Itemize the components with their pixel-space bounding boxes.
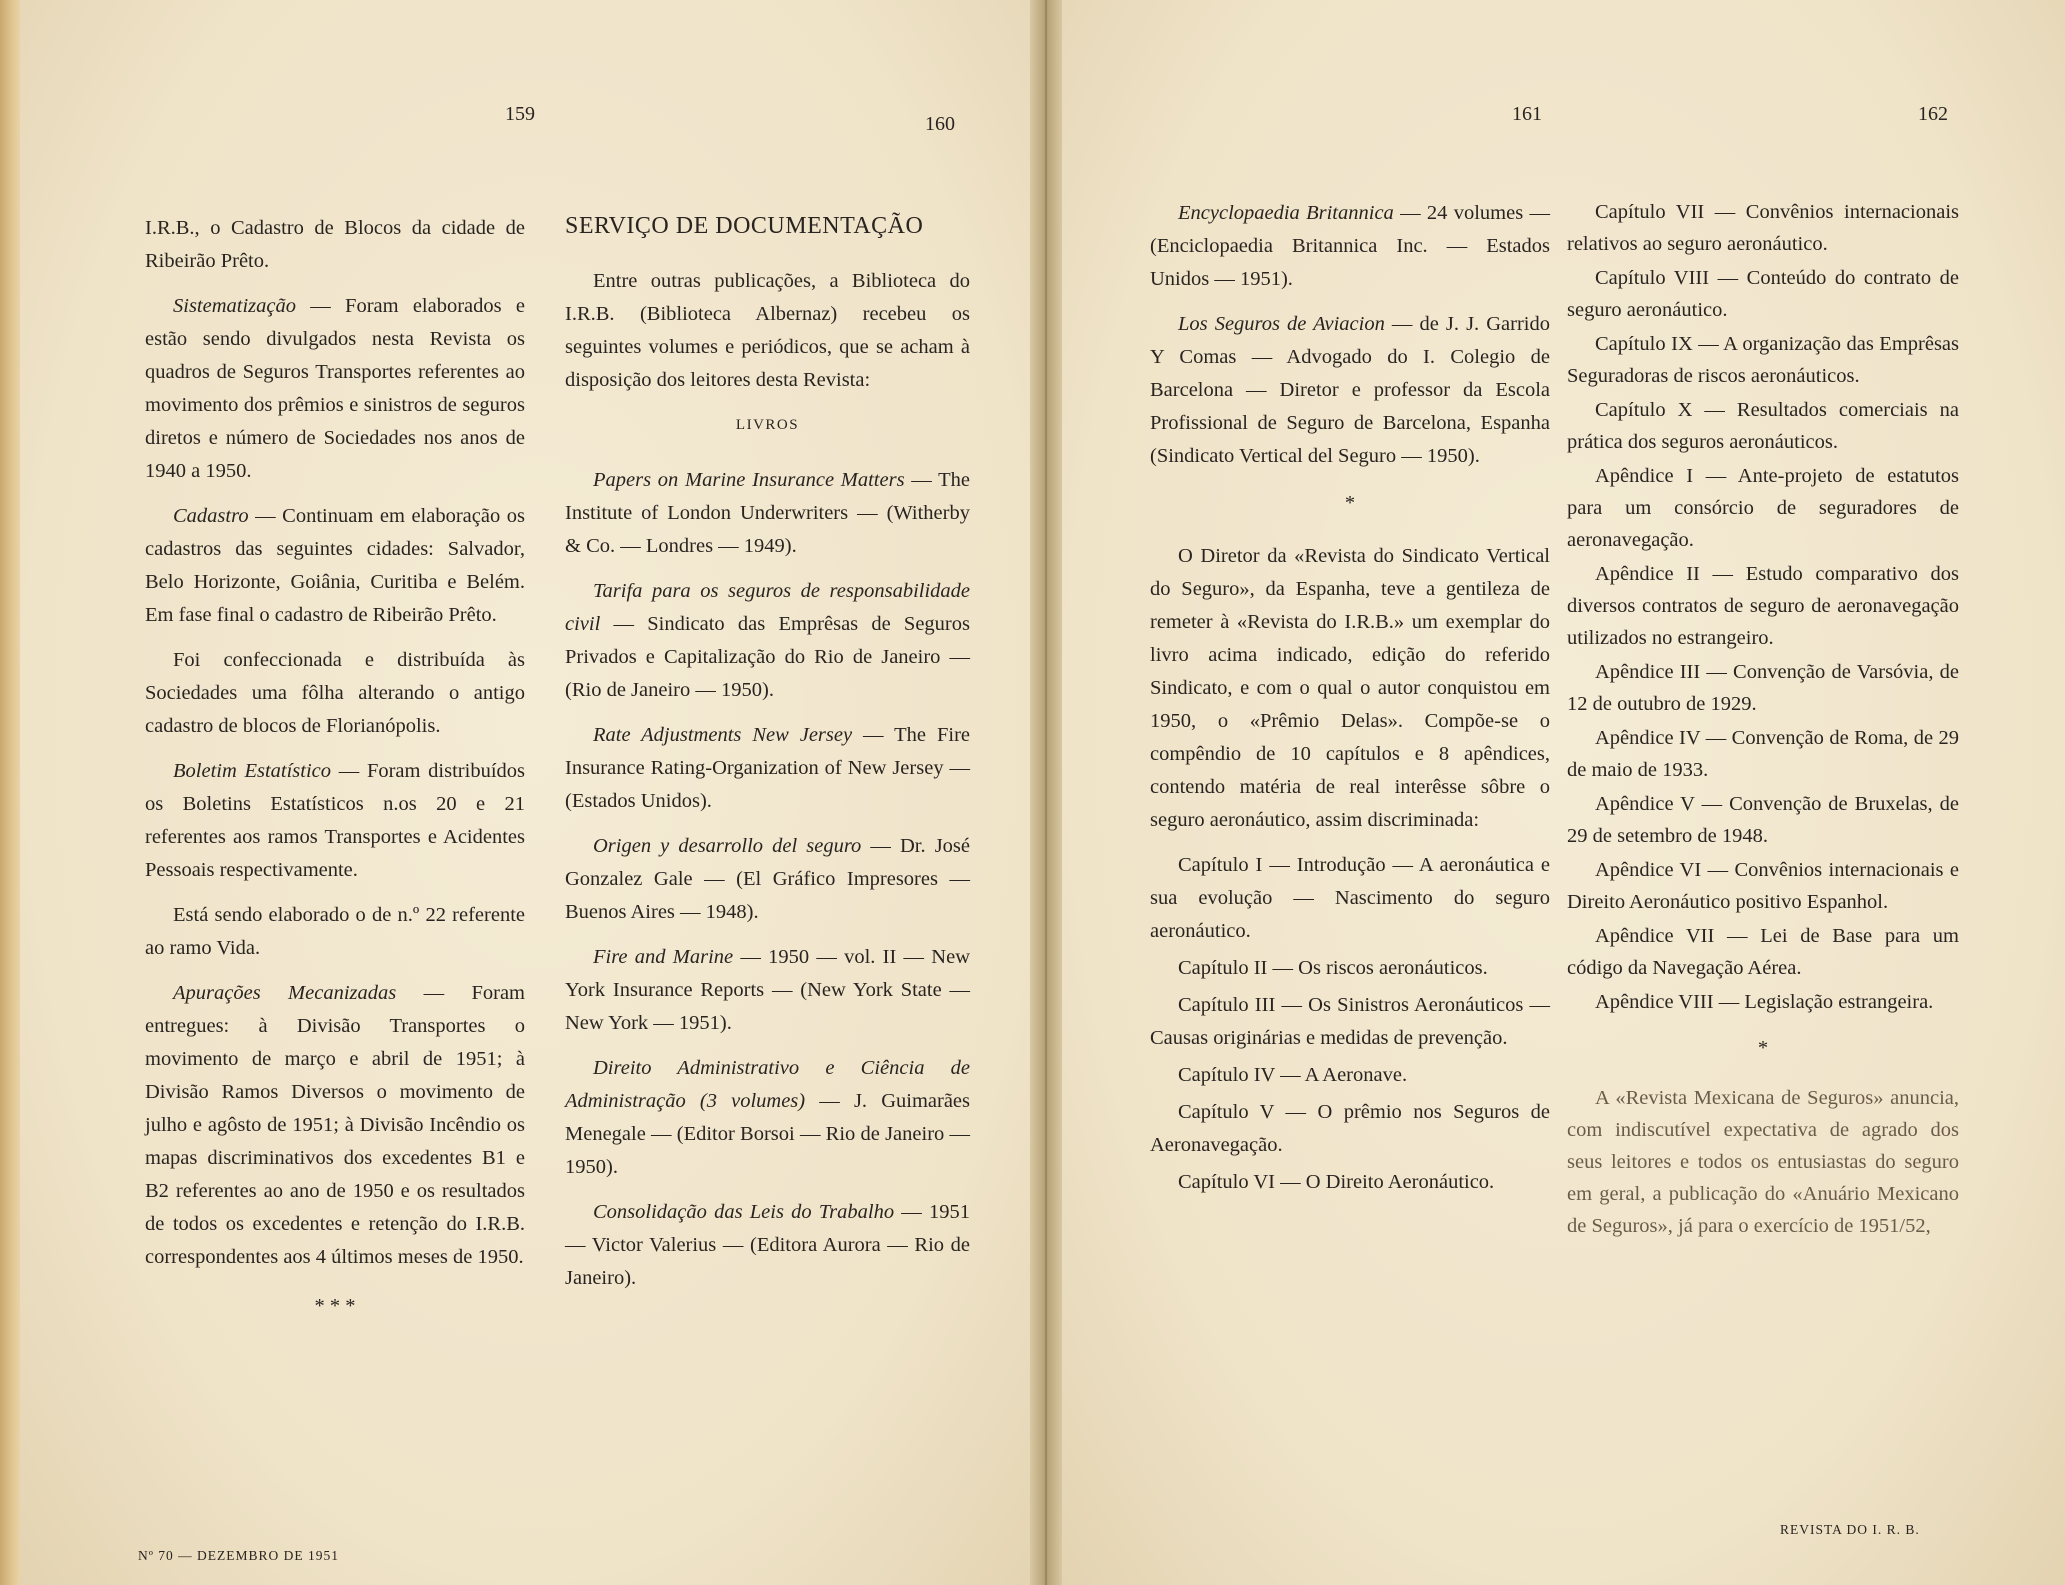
- chapter-entry: Capítulo VIII — Conteúdo do contrato de seguro aeronáutico.: [1567, 267, 1959, 321]
- chapter-entry: Capítulo VI — O Direito Aeronáutico.: [1178, 1171, 1495, 1193]
- paragraph-text: — Foram entregues: à Divisão Transportes o movimento de março e abril de 1951; à Divisão Ramos Diversos o movimento de julho e agôsto de 1951; à Divisão Incêndio os mapas discriminativos dos excedentes B1 e B2 referentes ao ano de 1950 e os resultados de todos os excedentes e retenção do I.R.B. correspondentes aos 4 últimos meses de 1950.: [145, 982, 525, 1268]
- appendix-entry: Apêndice VI — Convênios internacionais e Direito Aeronáutico positivo Espanhol.: [1567, 859, 1959, 913]
- paragraph: [145, 500, 525, 632]
- book-details: — The Fire Insurance Rating-Organization of New Jersey — (Estados Unidos).: [565, 724, 970, 812]
- lead-term: Apurações Mecanizadas: [173, 982, 397, 1004]
- paragraph: A «Revista Mexicana de Seguros» anuncia, com indiscutível expectativa de agrado dos seus leitores e todos os entusiastas do seguro em geral, a publicação do «Anuário Mexicano de Seguros», já para o exercício de 1951/52,: [1567, 1087, 1959, 1237]
- chapter-entry: Capítulo IV — A Aeronave.: [1178, 1064, 1408, 1086]
- right-page: [1062, 0, 2065, 1585]
- lead-term: Boletim Estatístico: [173, 760, 332, 782]
- section-heading: SERVIÇO DE DOCUMENTAÇÃO: [565, 213, 924, 239]
- book-title: Encyclopaedia Britannica: [1178, 202, 1394, 224]
- book-details: — Dr. José Gonzalez Gale — (El Gráfico Impresores — Buenos Aires — 1948).: [565, 835, 970, 923]
- section-divider: * * *: [314, 1295, 356, 1317]
- chapter-entry: Capítulo III — Os Sinistros Aeronáuticos — Causas originárias e medidas de prevenção.: [1150, 994, 1550, 1049]
- chapter-entry: Capítulo IX — A organização das Emprêsas Seguradoras de riscos aeronáuticos.: [1567, 333, 1959, 387]
- book-details: — Sindicato das Emprêsas de Seguros Privados e Capitalização do Rio de Janeiro — (Rio de Janeiro — 1950).: [565, 613, 970, 701]
- book-title: Tarifa para os seguros de responsabilidade civil: [565, 580, 970, 635]
- book-details: — 1951 — Victor Valerius — (Editora Aurora — Rio de Janeiro).: [565, 1201, 970, 1289]
- book-edge: [0, 0, 20, 1585]
- footer-journal: REVISTA DO I. R. B.: [1780, 1522, 1920, 1537]
- column-162: [1567, 196, 1959, 1254]
- book-details: — de J. J. Garrido Y Comas — Advogado do I. Colegio de Barcelona — Diretor e professor da Escola Profissional de Seguro de Barcelona, Espanha (Sindicato Vertical del Seguro — 1950).: [1150, 313, 1550, 467]
- book-entry: [565, 1196, 970, 1295]
- appendix-entry: Apêndice I — Ante-projeto de estatutos para um consórcio de seguradores de aeronavegação.: [1567, 465, 1959, 551]
- paragraph-text: — Continuam em elaboração os cadastros das seguintes cidades: Salvador, Belo Horizonte, Goiânia, Curitiba e Belém. Em fase final o cadastro de Ribeirão Prêto.: [145, 505, 525, 626]
- book-entry: [565, 575, 970, 707]
- page-number-162: 162: [1918, 103, 1948, 125]
- appendix-entry: Apêndice III — Convenção de Varsóvia, de 12 de outubro de 1929.: [1567, 661, 1959, 715]
- book-title: Direito Administrativo e Ciência de Administração (3 volumes): [565, 1057, 970, 1112]
- chapter-entry: Capítulo I — Introdução — A aeronáutica e sua evolução — Nascimento do seguro aeronáutico.: [1150, 854, 1550, 942]
- chapter-entry: Capítulo V — O prêmio nos Seguros de Aeronavegação.: [1150, 1101, 1550, 1156]
- book-entry: [565, 830, 970, 929]
- left-page: [20, 0, 1050, 1585]
- section-divider: *: [1344, 492, 1356, 514]
- paragraph-text: — Foram distribuídos os Boletins Estatísticos n.os 20 e 21 referentes aos ramos Transportes e Acidentes Pessoais respectivamente.: [145, 760, 525, 881]
- chapter-entry: Capítulo II — Os riscos aeronáuticos.: [1178, 957, 1488, 979]
- column-161: [1150, 197, 1550, 1203]
- footer-issue: Nº 70 — DEZEMBRO DE 1951: [138, 1548, 340, 1563]
- page-number-160: 160: [925, 113, 955, 135]
- book-gutter: [1030, 0, 1062, 1585]
- paragraph: Está sendo elaborado o de n.º 22 referente ao ramo Vida.: [145, 904, 525, 959]
- book-entry: [565, 941, 970, 1040]
- book-details: — The Institute of London Underwriters — (Witherby & Co. — Londres — 1949).: [565, 469, 970, 557]
- appendix-entry: Apêndice IV — Convenção de Roma, de 29 de maio de 1933.: [1567, 727, 1959, 781]
- book-title: Fire and Marine: [593, 946, 734, 968]
- chapter-entry: Capítulo VII — Convênios internacionais relativos ao seguro aeronáutico.: [1567, 201, 1959, 255]
- appendix-entry: Apêndice V — Convenção de Bruxelas, de 29 de setembro de 1948.: [1567, 793, 1959, 847]
- lead-term: Sistematização: [173, 295, 296, 317]
- book-entry: [1150, 197, 1550, 296]
- page-number-159: 159: [505, 103, 535, 125]
- paragraph: I.R.B., o Cadastro de Blocos da cidade de Ribeirão Prêto.: [145, 217, 525, 272]
- paragraph: [145, 755, 525, 887]
- paragraph: Foi confeccionada e distribuída às Sociedades uma fôlha alterando o antigo cadastro de blocos de Florianópolis.: [145, 649, 525, 737]
- section-divider: *: [1757, 1037, 1769, 1059]
- book-title: Consolidação das Leis do Trabalho: [593, 1201, 895, 1223]
- book-title: Los Seguros de Aviacion: [1178, 313, 1385, 335]
- chapter-entry: Capítulo X — Resultados comerciais na prática dos seguros aeronáuticos.: [1567, 399, 1959, 453]
- paragraph-text: — Foram elaborados e estão sendo divulgados nesta Revista os quadros de Seguros Transportes referentes ao movimento dos prêmios e sinistros de seguros diretos e número de Sociedades nos anos de 1940 a 1950.: [145, 295, 525, 482]
- paragraph: [145, 977, 525, 1274]
- book-details: — 1950 — vol. II — New York Insurance Reports — (New York State — New York — 1951).: [565, 946, 970, 1034]
- page-number-161: 161: [1512, 103, 1542, 125]
- book-details: — 24 volumes — (Enciclopaedia Britannica Inc. — Estados Unidos — 1951).: [1150, 202, 1551, 290]
- intro-paragraph: Entre outras publicações, a Biblioteca do I.R.B. (Biblioteca Albernaz) recebeu os seguintes volumes e periódicos, que se acham à disposição dos leitores desta Revista:: [565, 270, 970, 391]
- book-entry: [565, 719, 970, 818]
- book-entry: [565, 464, 970, 563]
- book-details: — J. Guimarães Menegale — (Editor Borsoi — Rio de Janeiro — 1950).: [565, 1090, 971, 1178]
- appendix-entry: Apêndice II — Estudo comparativo dos diversos contratos de seguro de aeronavegação utilizados no estrangeiro.: [1567, 563, 1959, 649]
- paragraph: O Diretor da «Revista do Sindicato Vertical do Seguro», da Espanha, teve a gentileza de remeter à «Revista do I.R.B.» um exemplar do livro acima indicado, edição do referido Sindicato, e com o qual o autor conquistou em 1950, o «Prêmio Delas». Compõe-se o compêndio de 10 capítulos e 8 apêndices, contendo matéria de real interêsse sôbre o seguro aeronáutico, assim discriminada:: [1150, 545, 1550, 831]
- appendix-entry: Apêndice VII — Lei de Base para um código da Navegação Aérea.: [1567, 925, 1959, 979]
- book-entry: [1150, 308, 1550, 473]
- appendix-entry: Apêndice VIII — Legislação estrangeira.: [1595, 991, 1934, 1013]
- book-title: Rate Adjustments New Jersey: [593, 724, 853, 746]
- book-title: Papers on Marine Insurance Matters: [593, 469, 905, 491]
- paragraph: [145, 290, 525, 488]
- lead-term: Cadastro: [173, 505, 249, 527]
- book-title: Origen y desarrollo del seguro: [593, 835, 862, 857]
- subheading-livros: LIVROS: [735, 417, 800, 433]
- book-entry: [565, 1052, 970, 1184]
- column-160: [565, 210, 970, 1307]
- column-159: [145, 212, 525, 1335]
